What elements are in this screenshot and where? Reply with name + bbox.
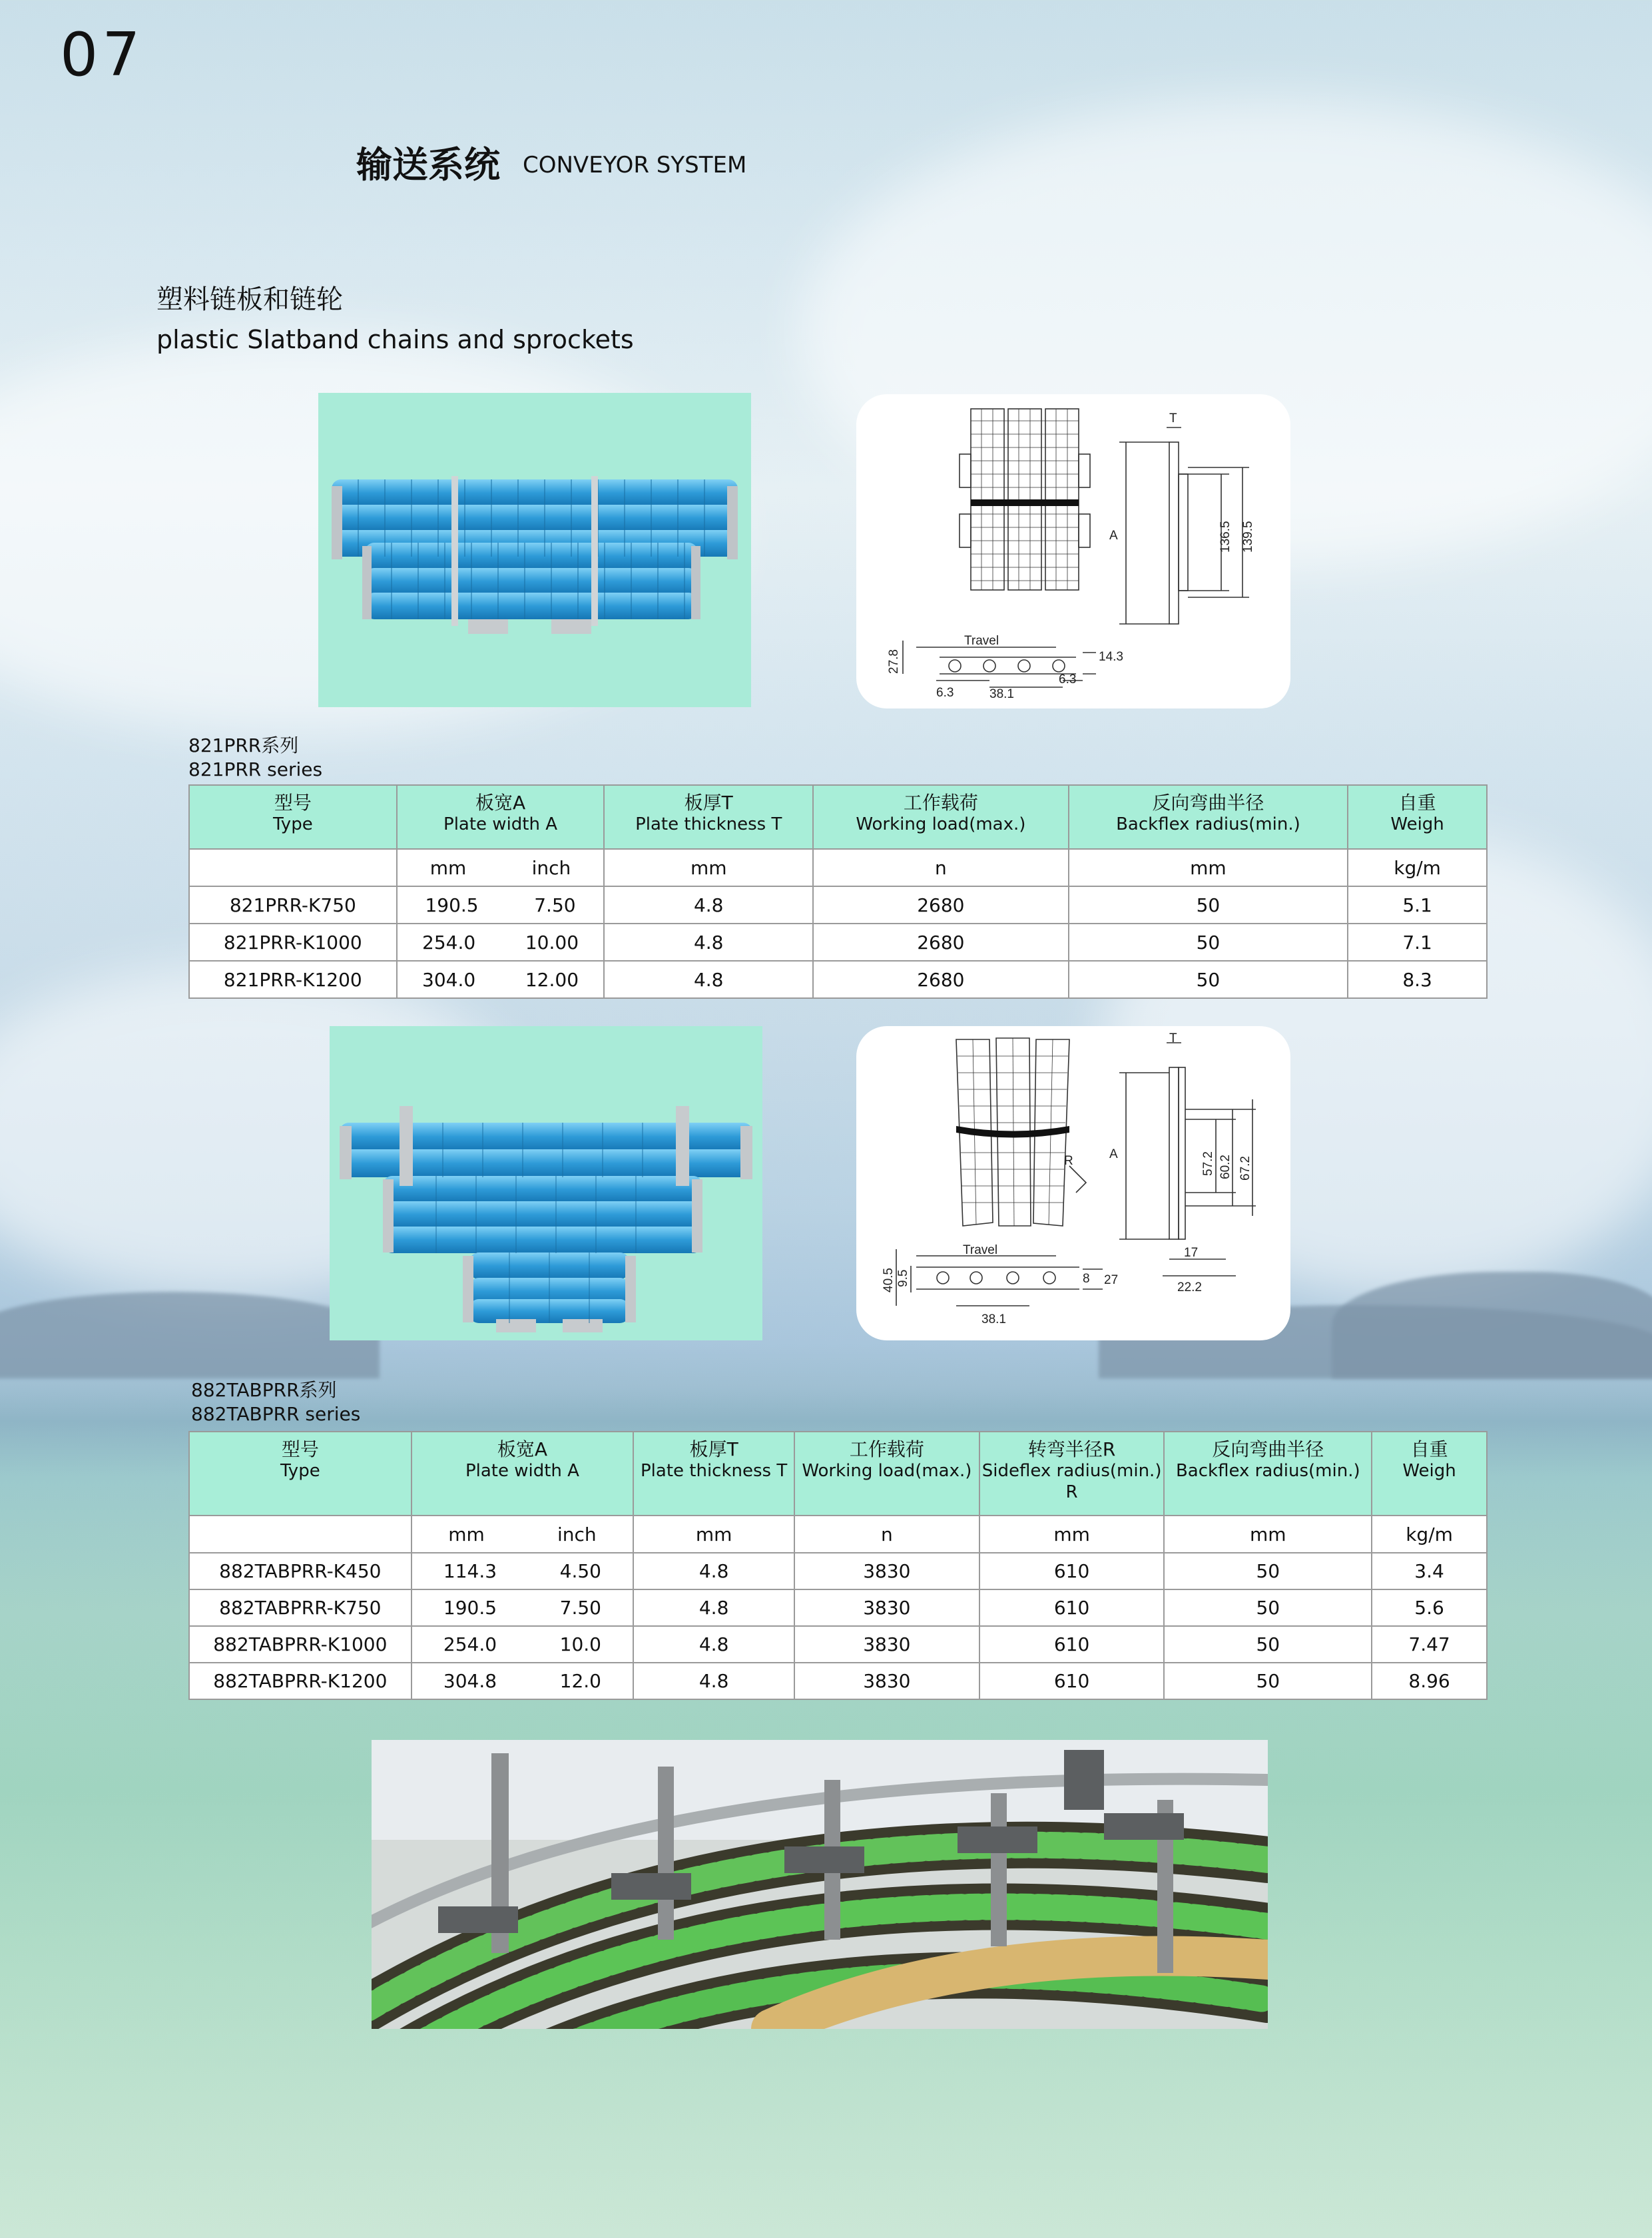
table-row: 882TABPRR-K450 114.3 4.50 4.8 3830 610 50 3.4	[189, 1553, 1487, 1589]
table-row: 821PRR-K1000 254.0 10.00 4.8 2680 50 7.1	[189, 924, 1487, 961]
header-type: 型号 Type	[189, 785, 397, 849]
table-row: 882TABPRR-K750 190.5 7.50 4.8 3830 610 50 5.6	[189, 1589, 1487, 1626]
background-mountains	[0, 1245, 1652, 1378]
dim-label-6-3-right: 6.3	[1059, 673, 1077, 687]
dim-label-a: A	[1109, 529, 1118, 543]
spec-table-882tabprr	[188, 1431, 1488, 1700]
dim-label-a: A	[1109, 1147, 1118, 1161]
dim-label-27: 27	[1104, 1273, 1119, 1287]
page-title-cn: 输送系统	[356, 144, 500, 186]
dim-label-6-3-left: 6.3	[936, 686, 954, 700]
header-sideflex: 转弯半径R Sideflex radius(min.) R	[979, 1432, 1165, 1516]
dim-label-67-2: 67.2	[1239, 1156, 1252, 1181]
chain-diagram-821prr	[856, 394, 1290, 708]
dim-label-9-5: 9.5	[896, 1269, 910, 1287]
dim-label-14-3: 14.3	[1099, 650, 1123, 664]
header-weight: 自重 Weigh	[1348, 785, 1487, 849]
units-row: mm inch mm n mm kg/m	[189, 849, 1487, 886]
chain-photo-882tabprr	[330, 1026, 762, 1340]
header-plate-thickness: 板厚T Plate thickness T	[604, 785, 813, 849]
dim-label-8: 8	[1083, 1272, 1090, 1286]
table-row: 821PRR-K750 190.5 7.50 4.8 2680 50 5.1	[189, 886, 1487, 924]
header-type: 型号 Type	[189, 1432, 412, 1516]
dim-label-22-2: 22.2	[1177, 1280, 1202, 1294]
dim-label-60-2: 60.2	[1219, 1155, 1233, 1179]
header-plate-thickness: 板厚T Plate thickness T	[633, 1432, 794, 1516]
header-working-load: 工作载荷 Working load(max.)	[794, 1432, 979, 1516]
dim-label-r: R	[1064, 1154, 1073, 1168]
table-row: 821PRR-K1200 304.0 12.00 4.8 2680 50 8.3	[189, 961, 1487, 998]
spec-table-821prr	[188, 784, 1488, 999]
header-plate-width: 板宽A Plate width A	[412, 1432, 634, 1516]
page-number: 07	[60, 20, 144, 90]
header-backflex: 反向弯曲半径 Backflex radius(min.)	[1164, 1432, 1372, 1516]
dim-label-139-5: 139.5	[1241, 521, 1255, 553]
travel-label: Travel	[964, 634, 999, 648]
dim-label-t: T	[1169, 1031, 1177, 1045]
subtitle-en: plastic Slatband chains and sprockets	[156, 325, 634, 354]
header-weight: 自重 Weigh	[1372, 1432, 1487, 1516]
dim-label-t: T	[1169, 412, 1177, 425]
table-row: 882TABPRR-K1200 304.8 12.0 4.8 3830 610 50 8.96	[189, 1663, 1487, 1699]
chain-photo-821prr	[318, 393, 751, 707]
dim-label-57-2: 57.2	[1201, 1151, 1215, 1176]
header-working-load: 工作载荷 Working load(max.)	[813, 785, 1069, 849]
units-row: mm inch mm n mm mm kg/m	[189, 1516, 1487, 1553]
dim-label-136-5: 136.5	[1219, 521, 1233, 553]
header-backflex: 反向弯曲半径 Backflex radius(min.)	[1069, 785, 1348, 849]
subtitle-cn: 塑料链板和链轮	[156, 284, 343, 315]
dim-label-38-1: 38.1	[989, 687, 1014, 701]
header-plate-width: 板宽A Plate width A	[397, 785, 605, 849]
series-label-821prr: 821PRR系列 821PRR series	[188, 734, 323, 780]
conveyor-system-photo	[372, 1740, 1268, 2029]
dim-label-40-5: 40.5	[882, 1268, 896, 1292]
series-label-882tabprr: 882TABPRR系列 882TABPRR series	[191, 1379, 361, 1425]
table-row: 882TABPRR-K1000 254.0 10.0 4.8 3830 610 50 7.47	[189, 1626, 1487, 1663]
dim-label-27-8: 27.8	[887, 649, 901, 674]
page-title-en: CONVEYOR SYSTEM	[523, 152, 747, 178]
travel-label: Travel	[963, 1243, 998, 1257]
dim-label-17: 17	[1184, 1246, 1199, 1260]
dim-label-38-1: 38.1	[981, 1312, 1006, 1326]
chain-diagram-882tabprr	[856, 1026, 1290, 1340]
